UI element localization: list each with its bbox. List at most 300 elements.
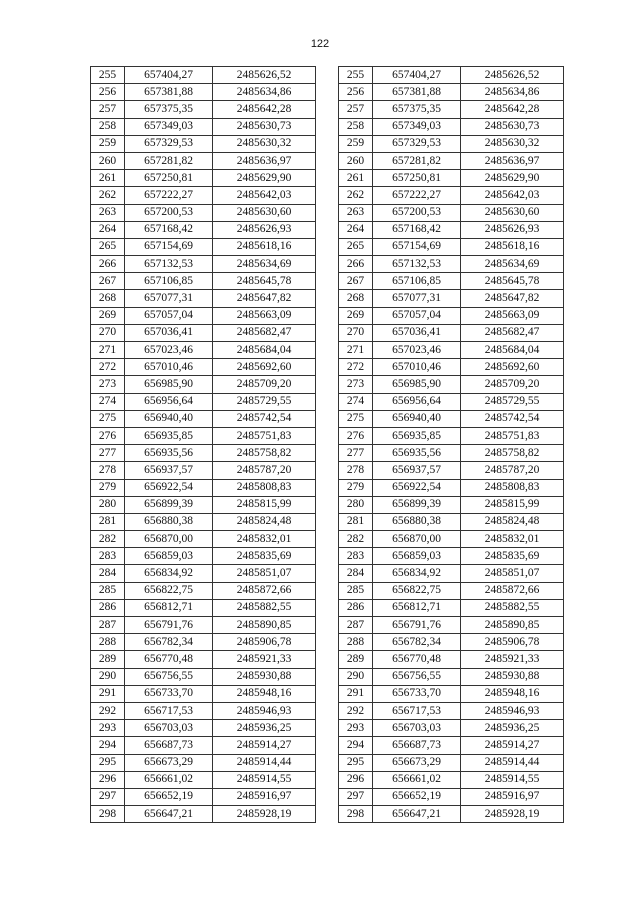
point-number-cell: 277	[339, 445, 373, 462]
y-coordinate-cell: 2485751,83	[461, 427, 564, 444]
y-coordinate-cell: 2485626,93	[213, 221, 316, 238]
y-coordinate-cell: 2485630,73	[461, 118, 564, 135]
y-coordinate-cell: 2485636,97	[213, 152, 316, 169]
point-number-cell: 287	[91, 617, 125, 634]
y-coordinate-cell: 2485914,55	[213, 771, 316, 788]
table-row	[339, 651, 564, 668]
point-number-cell: 274	[91, 393, 125, 410]
page-number: 122	[310, 38, 330, 50]
point-number-cell: 273	[339, 376, 373, 393]
point-number-cell: 298	[339, 806, 373, 823]
x-coordinate-cell: 657010,46	[125, 359, 213, 376]
y-coordinate-cell: 2485832,01	[461, 531, 564, 548]
point-number-cell: 295	[339, 754, 373, 771]
point-number-cell: 287	[339, 617, 373, 634]
x-coordinate-cell: 656733,70	[125, 685, 213, 702]
y-coordinate-cell: 2485634,69	[461, 256, 564, 273]
point-number-cell: 290	[91, 668, 125, 685]
x-coordinate-cell: 656647,21	[373, 806, 461, 823]
y-coordinate-cell: 2485936,25	[461, 720, 564, 737]
x-coordinate-cell: 656661,02	[373, 771, 461, 788]
table-row	[91, 496, 316, 513]
y-coordinate-cell: 2485930,88	[461, 668, 564, 685]
x-coordinate-cell: 656717,53	[125, 702, 213, 719]
point-number-cell: 267	[339, 273, 373, 290]
y-coordinate-cell: 2485692,60	[461, 359, 564, 376]
table-row	[91, 702, 316, 719]
point-number-cell: 257	[339, 101, 373, 118]
table-row	[339, 462, 564, 479]
table-row	[91, 152, 316, 169]
point-number-cell: 294	[91, 737, 125, 754]
table-row	[91, 685, 316, 702]
point-number-cell: 276	[339, 427, 373, 444]
point-number-cell: 274	[339, 393, 373, 410]
table-row	[91, 238, 316, 255]
x-coordinate-cell: 657375,35	[373, 101, 461, 118]
table-row	[91, 531, 316, 548]
table-row	[339, 754, 564, 771]
table-row	[339, 737, 564, 754]
table-row	[91, 427, 316, 444]
y-coordinate-cell: 2485663,09	[213, 307, 316, 324]
point-number-cell: 262	[339, 187, 373, 204]
table-row	[91, 445, 316, 462]
table-row	[91, 651, 316, 668]
x-coordinate-cell: 656935,56	[125, 445, 213, 462]
table-row	[91, 290, 316, 307]
y-coordinate-cell: 2485921,33	[461, 651, 564, 668]
y-coordinate-cell: 2485914,27	[461, 737, 564, 754]
table-row	[339, 720, 564, 737]
table-row	[91, 668, 316, 685]
x-coordinate-cell: 656880,38	[373, 513, 461, 530]
table-row	[91, 67, 316, 84]
table-row	[339, 599, 564, 616]
table-row	[339, 376, 564, 393]
table-row	[91, 806, 316, 823]
y-coordinate-cell: 2485729,55	[461, 393, 564, 410]
y-coordinate-cell: 2485636,97	[461, 152, 564, 169]
y-coordinate-cell: 2485629,90	[213, 170, 316, 187]
point-number-cell: 262	[91, 187, 125, 204]
table-row	[339, 359, 564, 376]
y-coordinate-cell: 2485645,78	[213, 273, 316, 290]
x-coordinate-cell: 657381,88	[373, 84, 461, 101]
y-coordinate-cell: 2485808,83	[461, 479, 564, 496]
point-number-cell: 288	[339, 634, 373, 651]
table-row	[339, 67, 564, 84]
y-coordinate-cell: 2485626,52	[213, 67, 316, 84]
x-coordinate-cell: 656812,71	[373, 599, 461, 616]
y-coordinate-cell: 2485928,19	[461, 806, 564, 823]
table-row	[91, 599, 316, 616]
y-coordinate-cell: 2485647,82	[461, 290, 564, 307]
x-coordinate-cell: 656870,00	[373, 531, 461, 548]
point-number-cell: 275	[91, 410, 125, 427]
y-coordinate-cell: 2485824,48	[213, 513, 316, 530]
x-coordinate-cell: 656870,00	[125, 531, 213, 548]
x-coordinate-cell: 657168,42	[373, 221, 461, 238]
point-number-cell: 288	[91, 634, 125, 651]
table-row	[339, 513, 564, 530]
point-number-cell: 260	[339, 152, 373, 169]
table-row	[339, 702, 564, 719]
x-coordinate-cell: 657154,69	[373, 238, 461, 255]
point-number-cell: 292	[91, 702, 125, 719]
point-number-cell: 280	[339, 496, 373, 513]
point-number-cell: 267	[91, 273, 125, 290]
table-row	[339, 170, 564, 187]
table-row	[91, 187, 316, 204]
y-coordinate-cell: 2485921,33	[213, 651, 316, 668]
x-coordinate-cell: 657375,35	[125, 101, 213, 118]
x-coordinate-cell: 656791,76	[373, 617, 461, 634]
table-row	[339, 290, 564, 307]
table-row	[91, 135, 316, 152]
y-coordinate-cell: 2485916,97	[461, 788, 564, 805]
x-coordinate-cell: 657010,46	[373, 359, 461, 376]
point-number-cell: 279	[339, 479, 373, 496]
table-row	[91, 324, 316, 341]
x-coordinate-cell: 657381,88	[125, 84, 213, 101]
x-coordinate-cell: 656985,90	[373, 376, 461, 393]
y-coordinate-cell: 2485618,16	[461, 238, 564, 255]
point-number-cell: 296	[339, 771, 373, 788]
x-coordinate-cell: 657329,53	[125, 135, 213, 152]
table-row	[339, 617, 564, 634]
point-number-cell: 289	[339, 651, 373, 668]
point-number-cell: 272	[339, 359, 373, 376]
y-coordinate-cell: 2485835,69	[213, 548, 316, 565]
y-coordinate-cell: 2485634,86	[461, 84, 564, 101]
point-number-cell: 258	[91, 118, 125, 135]
point-number-cell: 271	[91, 342, 125, 359]
point-number-cell: 285	[91, 582, 125, 599]
table-row	[339, 238, 564, 255]
table-row	[91, 393, 316, 410]
x-coordinate-cell: 657222,27	[125, 187, 213, 204]
table-row	[91, 376, 316, 393]
point-number-cell: 290	[339, 668, 373, 685]
x-coordinate-cell: 656756,55	[373, 668, 461, 685]
point-number-cell: 271	[339, 342, 373, 359]
point-number-cell: 256	[339, 84, 373, 101]
y-coordinate-cell: 2485851,07	[461, 565, 564, 582]
y-coordinate-cell: 2485751,83	[213, 427, 316, 444]
x-coordinate-cell: 656859,03	[373, 548, 461, 565]
point-number-cell: 297	[339, 788, 373, 805]
table-row	[91, 462, 316, 479]
x-coordinate-cell: 657250,81	[373, 170, 461, 187]
y-coordinate-cell: 2485629,90	[461, 170, 564, 187]
y-coordinate-cell: 2485630,32	[213, 135, 316, 152]
point-number-cell: 291	[339, 685, 373, 702]
y-coordinate-cell: 2485682,47	[461, 324, 564, 341]
point-number-cell: 266	[91, 256, 125, 273]
point-number-cell: 282	[91, 531, 125, 548]
table-row	[339, 531, 564, 548]
table-row	[91, 513, 316, 530]
x-coordinate-cell: 656834,92	[125, 565, 213, 582]
x-coordinate-cell: 656673,29	[373, 754, 461, 771]
y-coordinate-cell: 2485906,78	[213, 634, 316, 651]
table-row	[339, 668, 564, 685]
y-coordinate-cell: 2485787,20	[461, 462, 564, 479]
point-number-cell: 263	[91, 204, 125, 221]
x-coordinate-cell: 656733,70	[373, 685, 461, 702]
x-coordinate-cell: 656922,54	[373, 479, 461, 496]
x-coordinate-cell: 656756,55	[125, 668, 213, 685]
table-row	[91, 101, 316, 118]
y-coordinate-cell: 2485634,86	[213, 84, 316, 101]
point-number-cell: 286	[339, 599, 373, 616]
point-number-cell: 273	[91, 376, 125, 393]
y-coordinate-cell: 2485758,82	[461, 445, 564, 462]
point-number-cell: 257	[91, 101, 125, 118]
x-coordinate-cell: 656940,40	[125, 410, 213, 427]
y-coordinate-cell: 2485882,55	[461, 599, 564, 616]
point-number-cell: 263	[339, 204, 373, 221]
x-coordinate-cell: 656985,90	[125, 376, 213, 393]
y-coordinate-cell: 2485872,66	[461, 582, 564, 599]
y-coordinate-cell: 2485824,48	[461, 513, 564, 530]
point-number-cell: 283	[91, 548, 125, 565]
y-coordinate-cell: 2485815,99	[213, 496, 316, 513]
point-number-cell: 293	[91, 720, 125, 737]
y-coordinate-cell: 2485906,78	[461, 634, 564, 651]
y-coordinate-cell: 2485808,83	[213, 479, 316, 496]
point-number-cell: 275	[339, 410, 373, 427]
point-number-cell: 284	[91, 565, 125, 582]
table-row	[339, 771, 564, 788]
point-number-cell: 278	[339, 462, 373, 479]
x-coordinate-cell: 657106,85	[373, 273, 461, 290]
point-number-cell: 276	[91, 427, 125, 444]
table-row	[91, 170, 316, 187]
x-coordinate-cell: 656770,48	[373, 651, 461, 668]
table-row	[91, 582, 316, 599]
y-coordinate-cell: 2485835,69	[461, 548, 564, 565]
table-row	[339, 410, 564, 427]
table-row	[339, 135, 564, 152]
table-row	[339, 479, 564, 496]
y-coordinate-cell: 2485626,93	[461, 221, 564, 238]
point-number-cell: 269	[339, 307, 373, 324]
x-coordinate-cell: 656899,39	[125, 496, 213, 513]
x-coordinate-cell: 656782,34	[373, 634, 461, 651]
point-number-cell: 297	[91, 788, 125, 805]
point-number-cell: 258	[339, 118, 373, 135]
x-coordinate-cell: 656880,38	[125, 513, 213, 530]
table-row	[339, 152, 564, 169]
point-number-cell: 269	[91, 307, 125, 324]
x-coordinate-cell: 657222,27	[373, 187, 461, 204]
table-row	[91, 256, 316, 273]
y-coordinate-cell: 2485618,16	[213, 238, 316, 255]
point-number-cell: 264	[91, 221, 125, 238]
y-coordinate-cell: 2485742,54	[213, 410, 316, 427]
y-coordinate-cell: 2485645,78	[461, 273, 564, 290]
table-row	[91, 307, 316, 324]
point-number-cell: 279	[91, 479, 125, 496]
x-coordinate-cell: 656647,21	[125, 806, 213, 823]
y-coordinate-cell: 2485890,85	[461, 617, 564, 634]
table-row	[339, 496, 564, 513]
x-coordinate-cell: 656812,71	[125, 599, 213, 616]
x-coordinate-cell: 657349,03	[373, 118, 461, 135]
y-coordinate-cell: 2485948,16	[461, 685, 564, 702]
x-coordinate-cell: 656652,19	[373, 788, 461, 805]
table-row	[91, 479, 316, 496]
x-coordinate-cell: 656859,03	[125, 548, 213, 565]
table-row	[91, 737, 316, 754]
x-coordinate-cell: 656791,76	[125, 617, 213, 634]
y-coordinate-cell: 2485882,55	[213, 599, 316, 616]
y-coordinate-cell: 2485642,28	[213, 101, 316, 118]
y-coordinate-cell: 2485634,69	[213, 256, 316, 273]
y-coordinate-cell: 2485630,60	[461, 204, 564, 221]
y-coordinate-cell: 2485692,60	[213, 359, 316, 376]
x-coordinate-cell: 656935,56	[373, 445, 461, 462]
point-number-cell: 259	[91, 135, 125, 152]
table-row	[339, 187, 564, 204]
y-coordinate-cell: 2485914,27	[213, 737, 316, 754]
table-row	[91, 565, 316, 582]
y-coordinate-cell: 2485626,52	[461, 67, 564, 84]
table-row	[91, 617, 316, 634]
table-row	[339, 427, 564, 444]
y-coordinate-cell: 2485709,20	[213, 376, 316, 393]
table-row	[339, 101, 564, 118]
x-coordinate-cell: 657200,53	[373, 204, 461, 221]
x-coordinate-cell: 657077,31	[373, 290, 461, 307]
table-row	[91, 221, 316, 238]
y-coordinate-cell: 2485630,60	[213, 204, 316, 221]
y-coordinate-cell: 2485928,19	[213, 806, 316, 823]
x-coordinate-cell: 657404,27	[373, 67, 461, 84]
point-number-cell: 291	[91, 685, 125, 702]
table-row	[339, 582, 564, 599]
point-number-cell: 264	[339, 221, 373, 238]
point-number-cell: 270	[91, 324, 125, 341]
y-coordinate-cell: 2485647,82	[213, 290, 316, 307]
table-row	[339, 445, 564, 462]
table-row	[91, 720, 316, 737]
point-number-cell: 270	[339, 324, 373, 341]
x-coordinate-cell: 657023,46	[373, 342, 461, 359]
y-coordinate-cell: 2485930,88	[213, 668, 316, 685]
x-coordinate-cell: 657057,04	[373, 307, 461, 324]
y-coordinate-cell: 2485946,93	[461, 702, 564, 719]
x-coordinate-cell: 657132,53	[373, 256, 461, 273]
x-coordinate-cell: 657132,53	[125, 256, 213, 273]
table-row	[339, 548, 564, 565]
x-coordinate-cell: 656687,73	[125, 737, 213, 754]
x-coordinate-cell: 657281,82	[373, 152, 461, 169]
x-coordinate-cell: 656956,64	[373, 393, 461, 410]
point-number-cell: 283	[339, 548, 373, 565]
y-coordinate-cell: 2485946,93	[213, 702, 316, 719]
x-coordinate-cell: 656899,39	[373, 496, 461, 513]
point-number-cell: 289	[91, 651, 125, 668]
y-coordinate-cell: 2485758,82	[213, 445, 316, 462]
y-coordinate-cell: 2485914,44	[461, 754, 564, 771]
table-row	[91, 118, 316, 135]
table-row	[339, 307, 564, 324]
x-coordinate-cell: 656673,29	[125, 754, 213, 771]
y-coordinate-cell: 2485832,01	[213, 531, 316, 548]
point-number-cell: 261	[91, 170, 125, 187]
point-number-cell: 281	[91, 513, 125, 530]
y-coordinate-cell: 2485630,73	[213, 118, 316, 135]
point-number-cell: 286	[91, 599, 125, 616]
coordinates-table-left	[90, 66, 316, 823]
y-coordinate-cell: 2485936,25	[213, 720, 316, 737]
table-row	[339, 204, 564, 221]
x-coordinate-cell: 657329,53	[373, 135, 461, 152]
x-coordinate-cell: 656956,64	[125, 393, 213, 410]
point-number-cell: 268	[91, 290, 125, 307]
table-row	[339, 806, 564, 823]
table-row	[91, 548, 316, 565]
point-number-cell: 281	[339, 513, 373, 530]
y-coordinate-cell: 2485729,55	[213, 393, 316, 410]
y-coordinate-cell: 2485642,03	[461, 187, 564, 204]
point-number-cell: 277	[91, 445, 125, 462]
x-coordinate-cell: 657057,04	[125, 307, 213, 324]
x-coordinate-cell: 657036,41	[373, 324, 461, 341]
point-number-cell: 280	[91, 496, 125, 513]
y-coordinate-cell: 2485709,20	[461, 376, 564, 393]
table-row	[339, 84, 564, 101]
y-coordinate-cell: 2485890,85	[213, 617, 316, 634]
table-row	[339, 273, 564, 290]
x-coordinate-cell: 657281,82	[125, 152, 213, 169]
x-coordinate-cell: 656822,75	[373, 582, 461, 599]
y-coordinate-cell: 2485663,09	[461, 307, 564, 324]
x-coordinate-cell: 656703,03	[125, 720, 213, 737]
point-number-cell: 265	[91, 238, 125, 255]
x-coordinate-cell: 656935,85	[125, 427, 213, 444]
x-coordinate-cell: 656770,48	[125, 651, 213, 668]
x-coordinate-cell: 657349,03	[125, 118, 213, 135]
table-row	[339, 685, 564, 702]
table-row	[91, 634, 316, 651]
x-coordinate-cell: 657154,69	[125, 238, 213, 255]
x-coordinate-cell: 656717,53	[373, 702, 461, 719]
y-coordinate-cell: 2485630,32	[461, 135, 564, 152]
y-coordinate-cell: 2485684,04	[461, 342, 564, 359]
point-number-cell: 265	[339, 238, 373, 255]
x-coordinate-cell: 656937,57	[125, 462, 213, 479]
y-coordinate-cell: 2485851,07	[213, 565, 316, 582]
y-coordinate-cell: 2485914,44	[213, 754, 316, 771]
table-row	[91, 410, 316, 427]
point-number-cell: 293	[339, 720, 373, 737]
x-coordinate-cell: 657200,53	[125, 204, 213, 221]
table-row	[339, 565, 564, 582]
y-coordinate-cell: 2485872,66	[213, 582, 316, 599]
point-number-cell: 295	[91, 754, 125, 771]
x-coordinate-cell: 657168,42	[125, 221, 213, 238]
y-coordinate-cell: 2485742,54	[461, 410, 564, 427]
point-number-cell: 255	[339, 67, 373, 84]
table-row	[91, 84, 316, 101]
point-number-cell: 266	[339, 256, 373, 273]
table-row	[339, 118, 564, 135]
y-coordinate-cell: 2485916,97	[213, 788, 316, 805]
